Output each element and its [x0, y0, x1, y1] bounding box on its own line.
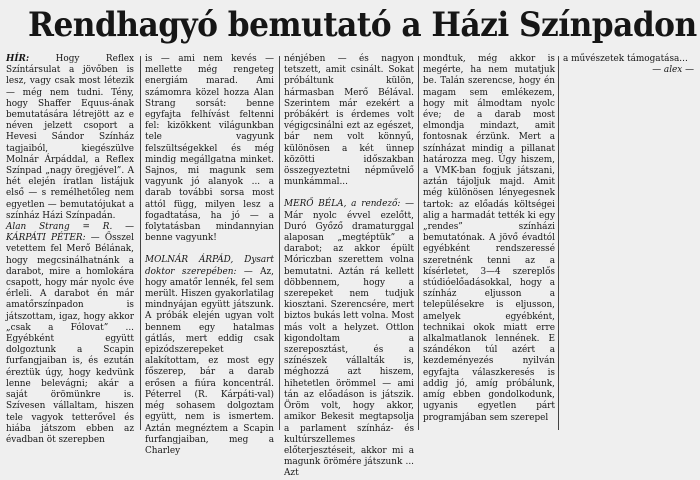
- paragraph-text: — Már nyolc évvel ezelőtt, Duró Győző dramaturggal alaposan „megtéptük” a darabot; az akkor épült Móriczban szerettem volna bemutatni. Aztán rá kellett döbbennem, hogy a szerepeket nem tudjuk kiosztani. Szerencsére, mert biztos bukás lett volna. Most más volt a helyzet. Ottlon kigondoltam a szereposztást, és a színészek vállalták is, méghozzá azt hiszem, hihetetlen örömmel — ami tán az előadáson is játszik. Öröm volt, hogy akkor, amikor Bekesit megtapsolja a parlament színház- és kultúrszellemes előterjesztéseit, akkor mi a magunk örömére játszunk ... Azt: [284, 199, 414, 479]
- paragraph: a művészetek támogatása...: [563, 54, 688, 64]
- paragraph: mondtuk, még akkor is megérte, ha nem mutatjuk be. Talán szerencse, hogy én magam sem emlékezem, hogy mit álmodtam nyolc éve; de a darab most elmondja mindazt, amit fontosnak érzünk. Mert a színházat mindig a pillanat határozza meg. Úgy hiszem, a VMK-ban fogjuk játszani, aztán tájoljuk majd. Amit még különösen lényegesnek tartok: az előadás költségei alig a harmadát tették ki egy „rendes” színházi bemutatónak. A jövő évadtól egyébként rendszeressé szeretnénk tenni az a kísérletet, 3—4 szereplős stúdióelőadásokkal, hogy a színház eljusson a településekre is eljusson, amelyek egyébként, technikai okok miatt erre alkalmatlanok lennének. E szándékon túl azért a kezdeményezés nyilván egyfajta válaszkeresés is addig jó, amíg próbálunk, amíg ebben gondolkodunk, ugyanis egyetlen párt programjában sem szerepel: [423, 54, 555, 423]
- paragraph: [284, 199, 414, 479]
- article-column-4: [423, 54, 555, 432]
- article-column-5: [563, 54, 694, 432]
- article-column-3: [284, 54, 414, 479]
- headline: Rendhagyó bemutató a Házi Színpadon: [28, 5, 697, 45]
- column-divider: [558, 56, 559, 430]
- paragraph-text: — Az, hogy amatőr lennék, fel sem merült. Hiszen gyakorlatilag mindnyájan együtt játszunk. A próbák elején ugyan volt bennem egy hatalmas gátlás, mert eddig csak epizódszerepeket alakítottam, ez most egy főszerep, bár a darab erősen a fiúra koncentrál. Péterrel (R. Kárpáti-val) még sohasem dolgoztam együtt, nem is ismertem. Aztán megnéztem a Scapin furfangjaiban, meg a Charley: [145, 266, 274, 456]
- article-column-1: [6, 54, 134, 445]
- paragraph: [6, 54, 134, 222]
- paragraph-text: — Ősszel vetettem fel Merő Bélának, hogy megcsinálhatnánk a darabot, mire a homlokára csapott, hogy már nyolc éve érleli. A darabot én már amatőrszínpadon is játszottam, igaz, hogy akkor „csak a Fólovat” ... Egyébként együtt dolgoztunk a Scapin furfangjaiban is, és ezután éreztük úgy, hogy kedvünk lenne belevágni; akár a saját örömünkre is. Szívesen vállaltam, hiszen tele vagyok tetterővel és hiába játszom ebben az évadban öt szerepben: [6, 233, 134, 445]
- column-divider: [279, 56, 280, 430]
- column-divider: [418, 56, 419, 430]
- paragraph-text: Hogy Reflex Színtársulat a jövőben is lesz, vagy csak most létezik — még nem tudni. Tény, hogy Shaffer Equus-ának bemutatására létrejött az e néven jelzett csoport a Hevesi Sándor Színház tagjaiból, kiegészülve Molnár Árpáddal, a Reflex Színpad „nagy öregjével”. A hét elején íratlan listájuk első — s remélhetőleg nem egyetlen — bemutatójukat a színház Házi Színpadán.: [6, 54, 134, 221]
- article-column-2: [145, 54, 274, 456]
- byline: MERŐ BÉLA, a rendező:: [284, 199, 401, 210]
- paragraph: [145, 255, 274, 457]
- column-divider: [140, 56, 141, 430]
- author-signature: — alex —: [652, 65, 694, 76]
- byline: Alan Strang = R. — KÁRPÁTI PÉTER:: [6, 222, 134, 244]
- lead-label: HÍR:: [6, 54, 30, 64]
- paragraph: nénjében — és nagyon tetszett, amit csinált. Sokat próbáltunk külön, hármasban Merő Bélával. Szerintem már ezekért a próbákért is érdemes volt végigcsinálni ezt az egészet, bár nem volt könnyű, különösen a két ünnep közötti időszakban összegyeztetni népművelő munkámmal...: [284, 54, 414, 188]
- paragraph: [6, 222, 134, 446]
- byline: MOLNÁR ÁRPÁD, Dysart doktor szerepében:: [145, 255, 274, 277]
- paragraph: is — ami nem kevés — mellette még rengeteg energiám marad. Ami számomra közel hozza Alan Strang sorsát: benne egyfajta felhívást feltenni fel: kizökkent világunkban tele vagyunk felszültségekkel és még mindig megállgatna minket. Sajnos, mi magunk sem vagyunk jó alanyok ... a darab további sorsa most attól függ, milyen lesz a fogadtatása, ha jó — a folytatásban mindannyian benne vagyunk!: [145, 54, 274, 244]
